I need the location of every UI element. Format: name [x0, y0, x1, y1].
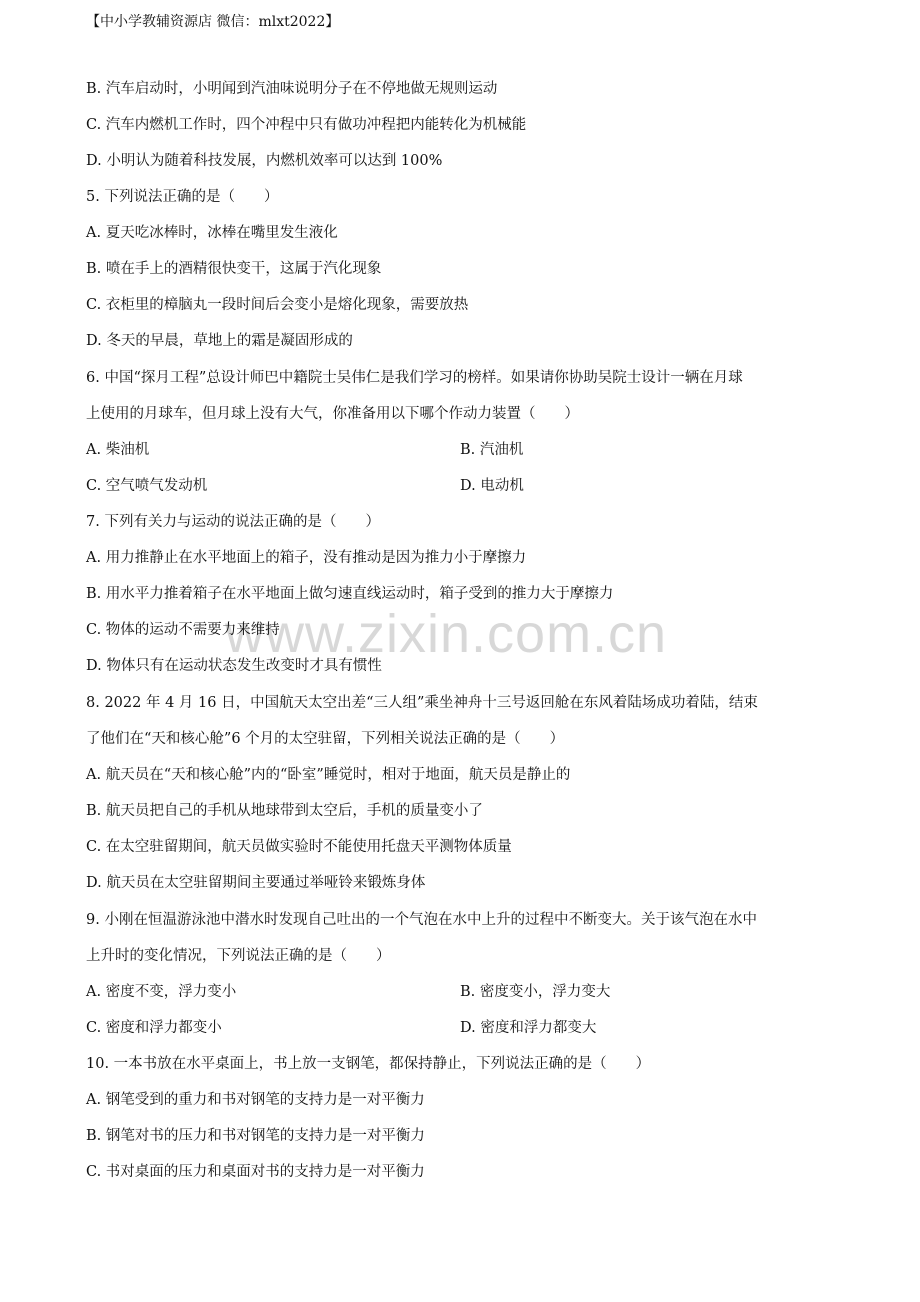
question-6-stem-line-1: 6. 中国“探月工程”总设计师巴中籍院士吴伟仁是我们学习的榜样。如果请你协助吴院士设计一辆在月球 [86, 370, 743, 386]
question-9-stem-line-1: 9. 小刚在恒温游泳池中潜水时发现自己吐出的一个气泡在水中上升的过程中不断变大。关于该气泡在水中 [86, 912, 757, 928]
question-5-option-d: D. 冬天的早晨，草地上的霜是凝固形成的 [86, 333, 353, 349]
question-8-stem-line-1: 8. 2022 年 4 月 16 日，中国航天太空出差“三人组”乘坐神舟十三号返回舱在东风着陆场成功着陆，结束 [86, 695, 758, 711]
question-10-option-b: B. 钢笔对书的压力和书对钢笔的支持力是一对平衡力 [86, 1128, 425, 1144]
page-header: 【中小学教辅资源店 微信：mlxt2022】 [86, 14, 340, 30]
question-4-option-b: B. 汽车启动时，小明闻到汽油味说明分子在不停地做无规则运动 [86, 81, 498, 97]
question-6-option-c: C. 空气喷气发动机 [86, 478, 208, 494]
question-8-stem-line-2: 了他们在“天和核心舱”6 个月的太空驻留，下列相关说法正确的是（ ） [86, 731, 565, 747]
question-6-option-d: D. 电动机 [460, 478, 524, 494]
question-6-stem-line-2: 上使用的月球车，但月球上没有大气，你准备用以下哪个作动力装置（ ） [86, 406, 579, 422]
question-9-stem-line-2: 上升时的变化情况，下列说法正确的是（ ） [86, 948, 391, 964]
question-6-option-b: B. 汽油机 [460, 442, 524, 458]
question-5-stem: 5. 下列说法正确的是（ ） [86, 189, 279, 205]
question-7-option-b: B. 用水平力推着箱子在水平地面上做匀速直线运动时，箱子受到的推力大于摩擦力 [86, 586, 614, 602]
question-7-option-a: A. 用力推静止在水平地面上的箱子，没有推动是因为推力小于摩擦力 [86, 550, 527, 566]
question-8-option-d: D. 航天员在太空驻留期间主要通过举哑铃来锻炼身体 [86, 875, 426, 891]
question-10-stem: 10. 一本书放在水平桌面上，书上放一支钢笔，都保持静止，下列说法正确的是（ ） [86, 1056, 651, 1072]
question-7-option-d: D. 物体只有在运动状态发生改变时才具有惯性 [86, 658, 382, 674]
question-9-option-a: A. 密度不变，浮力变小 [86, 984, 237, 1000]
question-8-option-c: C. 在太空驻留期间，航天员做实验时不能使用托盘天平测物体质量 [86, 839, 512, 855]
question-5-option-c: C. 衣柜里的樟脑丸一段时间后会变小是熔化现象，需要放热 [86, 297, 469, 313]
question-5-option-b: B. 喷在手上的酒精很快变干，这属于汽化现象 [86, 261, 382, 277]
question-10-option-c: C. 书对桌面的压力和桌面对书的支持力是一对平衡力 [86, 1164, 425, 1180]
question-10-option-a: A. 钢笔受到的重力和书对钢笔的支持力是一对平衡力 [86, 1092, 425, 1108]
question-9-option-b: B. 密度变小，浮力变大 [460, 984, 611, 1000]
question-4-option-c: C. 汽车内燃机工作时，四个冲程中只有做功冲程把内能转化为机械能 [86, 117, 527, 133]
question-9-option-d: D. 密度和浮力都变大 [460, 1020, 597, 1036]
question-7-stem: 7. 下列有关力与运动的说法正确的是（ ） [86, 514, 380, 530]
question-4-option-d: D. 小明认为随着科技发展，内燃机效率可以达到 100% [86, 153, 443, 169]
watermark: www.zixin.com.cn [225, 604, 668, 664]
question-6-option-a: A. 柴油机 [86, 442, 150, 458]
question-8-option-a: A. 航天员在“天和核心舱”内的“卧室”睡觉时，相对于地面，航天员是静止的 [86, 767, 571, 783]
question-8-option-b: B. 航天员把自己的手机从地球带到太空后，手机的质量变小了 [86, 803, 483, 819]
question-5-option-a: A. 夏天吃冰棒时，冰棒在嘴里发生液化 [86, 225, 338, 241]
question-9-option-c: C. 密度和浮力都变小 [86, 1020, 222, 1036]
question-7-option-c: C. 物体的运动不需要力来维持 [86, 622, 280, 638]
